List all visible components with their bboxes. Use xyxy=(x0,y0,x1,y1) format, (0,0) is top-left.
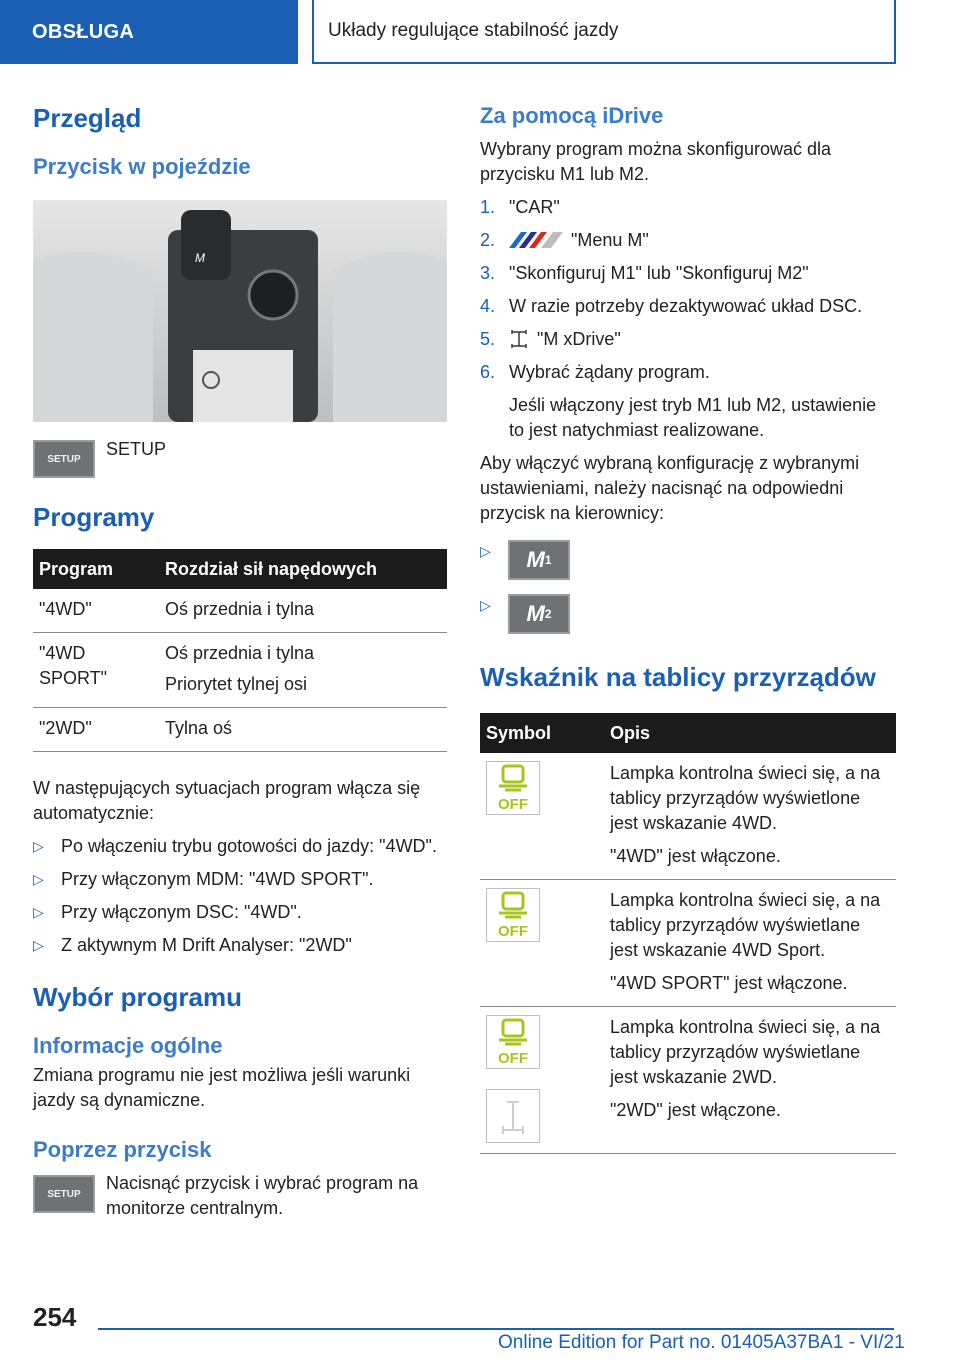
indicator-heading: Wskaźnik na tablicy przyrządów xyxy=(480,662,876,692)
overview-heading: Przegląd xyxy=(33,103,142,133)
page-number: 254 xyxy=(33,1302,77,1332)
via-button-heading: Poprzez przycisk xyxy=(33,1137,212,1162)
list-item: 2. "Menu M" xyxy=(480,230,649,250)
distribution-cell: Oś przednia i tylna xyxy=(159,589,447,633)
svg-text:OFF: OFF xyxy=(498,1050,528,1067)
program-cell: "4WD" xyxy=(33,589,159,633)
program-cell: "4WD SPORT" xyxy=(33,633,159,708)
header-title-tab xyxy=(312,0,896,64)
table-header: Symbol xyxy=(480,713,604,753)
symbol-table xyxy=(480,713,896,1154)
via-button-row xyxy=(33,1175,447,1221)
list-item: ▷ Po włączeniu trybu gotowości do jazdy: "4WD". xyxy=(33,836,437,856)
list-item: 4. W razie potrzeby dezaktywować układ DSC. xyxy=(480,296,863,316)
right-column xyxy=(480,100,896,1154)
svg-text:OFF: OFF xyxy=(498,923,528,940)
table-header: Rozdział sił napędowych xyxy=(159,549,447,589)
list-item: 3. "Skonfiguruj M1" lub "Skonfiguruj M2" xyxy=(480,263,809,283)
m1-button-icon: M 1 xyxy=(508,540,570,580)
footer-divider xyxy=(98,1328,894,1330)
table-header: Opis xyxy=(604,713,896,753)
setup-label: SETUP xyxy=(106,439,167,459)
auto-bullet-list xyxy=(33,834,447,958)
table-row xyxy=(480,753,896,880)
symbol-cell xyxy=(480,880,604,1007)
list-item: ▷ Z aktywnym M Drift Analyser: "2WD" xyxy=(33,935,352,955)
programs-heading: Programy xyxy=(33,502,155,532)
xdrive-icon xyxy=(509,329,529,349)
setup-button-icon: SETUP xyxy=(33,1175,95,1213)
programs-table xyxy=(33,549,447,752)
step6-note: Jeśli włączony jest tryb M1 lub M2, ustawienie to jest natychmiast realizowane. xyxy=(509,395,877,440)
table-header: Program xyxy=(33,549,159,589)
svg-text:M: M xyxy=(195,251,205,265)
table-row xyxy=(33,633,447,708)
header-title: Układy regulujące stabilność jazdy xyxy=(328,20,619,41)
left-column xyxy=(33,100,447,1221)
symbol-cell xyxy=(480,753,604,880)
table-row xyxy=(33,708,447,752)
symbol-cell xyxy=(480,1007,604,1154)
list-item: ▷ M 1 xyxy=(480,540,896,580)
list-item: 5. "M xDrive" xyxy=(480,329,621,349)
steps-list xyxy=(480,195,896,443)
setup-button-icon: SETUP xyxy=(33,440,95,478)
general-text: Zmiana programu nie jest możliwa jeśli warunki jazdy są dynamiczne. xyxy=(33,1065,411,1110)
edition-text: Online Edition for Part no. 01405A37BA1 - VI/21 xyxy=(498,1332,905,1353)
drive-off-warning-icon xyxy=(486,761,540,815)
setup-row xyxy=(33,440,447,478)
m-menu-icon xyxy=(509,230,563,250)
via-button-text: Nacisnąć przycisk i wybrać program na monitorze centralnym. xyxy=(106,1173,419,1218)
list-item: 1. "CAR" xyxy=(480,197,560,217)
rear-axle-icon xyxy=(486,1089,540,1143)
idrive-heading: Za pomocą iDrive xyxy=(480,103,664,128)
idrive-intro: Wybrany program można skonfigurować dla przycisku M1 lub M2. xyxy=(480,139,831,184)
m2-button-icon: M 2 xyxy=(508,594,570,634)
general-heading: Informacje ogólne xyxy=(33,1033,223,1058)
table-row xyxy=(480,1007,896,1154)
list-item: 6. Wybrać żądany program. xyxy=(480,362,710,382)
auto-text: W następujących sytuacjach program włącza się automatycznie: xyxy=(33,778,421,823)
center-console-image xyxy=(33,200,447,422)
description-cell: Lampka kontrolna świeci się, a na tablicy przyrządów wyświetlane jest wskazanie 4WD Sport. "4WD SPORT" jest włączone. xyxy=(604,880,896,1007)
list-item: ▷ Przy włączonym MDM: "4WD SPORT". xyxy=(33,869,374,889)
program-cell: "2WD" xyxy=(33,708,159,752)
list-item: ▷ Przy włączonym DSC: "4WD". xyxy=(33,902,302,922)
description-cell: Lampka kontrolna świeci się, a na tablicy przyrządów wyświetlane jest wskazanie 2WD. "2WD" jest włączone. xyxy=(604,1007,896,1154)
selection-heading: Wybór programu xyxy=(33,982,242,1012)
header-section-label: OBSŁUGA xyxy=(32,20,135,43)
description-cell: Lampka kontrolna świeci się, a na tablicy przyrządów wyświetlone jest wskazanie 4WD. "4WD" jest włączone. xyxy=(604,753,896,880)
drive-off-warning-icon xyxy=(486,888,540,942)
svg-text:OFF: OFF xyxy=(498,796,528,813)
header-section-tab xyxy=(0,0,298,64)
distribution-cell: Tylna oś xyxy=(159,708,447,752)
drive-off-warning-icon xyxy=(486,1015,540,1069)
button-heading: Przycisk w pojeździe xyxy=(33,154,251,179)
table-row xyxy=(480,880,896,1007)
table-row xyxy=(33,589,447,633)
console-photo xyxy=(33,200,447,422)
distribution-cell: Oś przednia i tylna Priorytet tylnej osi xyxy=(159,633,447,708)
apply-text: Aby włączyć wybraną konfigurację z wybranymi ustawieniami, należy nacisnąć na odpowiedni przycisk na kierownicy: xyxy=(480,453,860,523)
list-item: ▷ M 2 xyxy=(480,594,896,634)
